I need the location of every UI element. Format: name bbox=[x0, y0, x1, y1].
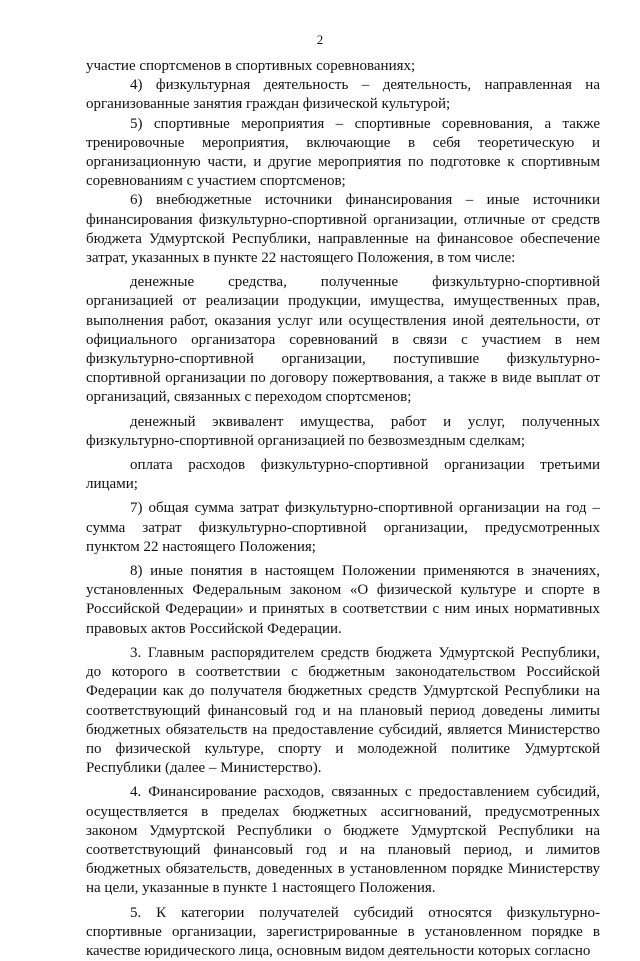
paragraph-item-5: 5) спортивные мероприятия – спортивные соревнования, а также тренировочные мероприятия, включающие в себя теоретическую и организационную части, и другие мероприятия по подготовке к спортивным соревнованиям с участием спортсменов; bbox=[86, 115, 600, 190]
paragraph-section-5: 5. К категории получателей субсидий относятся физкультурно-спортивные организации, зарегистрированные в установленном порядке в качестве юридического лица, основным видом деятельности которых согласно bbox=[86, 904, 600, 959]
paragraph-continuation: участие спортсменов в спортивных соревнованиях; bbox=[86, 58, 416, 74]
paragraph-item-6: 6) внебюджетные источники финансирования – иные источники финансирования физкультурно-спортивной организации, отличные от средств бюджета Удмуртской Республики, направленные на финансовое обеспечение затрат, указанных в пункте 22 настоящего Положения, в том числе: bbox=[86, 192, 600, 267]
paragraph-cash-funds: денежные средства, полученные физкультурно-спортивной организацией от реализации продукции, имущества, имущественных прав, выполнения работ, оказания услуг или осуществления иной деятельности, от официального организатора соревнований в связи с участием в нем физкультурно-спортивной организации, поступившие физкультурно-спортивной организации по договору пожертвования, а также в виде выплат от организаций, связанных с переходом спортсменов; bbox=[86, 274, 600, 406]
paragraph-item-4: 4) физкультурная деятельность – деятельность, направленная на организованные занятия граждан физической культурой; bbox=[86, 77, 600, 113]
paragraph-cash-equivalent: денежный эквивалент имущества, работ и услуг, полученных физкультурно-спортивной организацией по безвозмездным сделкам; bbox=[86, 413, 600, 449]
paragraph-third-party-payment: оплата расходов физкультурно-спортивной организации третьими лицами; bbox=[86, 457, 600, 493]
page-number: 2 bbox=[316, 32, 324, 47]
paragraph-item-8: 8) иные понятия в настоящем Положении применяются в значениях, установленных Федеральным законом «О физической культуре и спорте в Российской Федерации» и принятых в соответствии с ним иных нормативных правовых актов Российской Федерации. bbox=[86, 563, 600, 637]
paragraph-section-4: 4. Финансирование расходов, связанных с предоставлением субсидий, осуществляется в пределах бюджетных ассигнований, предусмотренных законом Удмуртской Республики о бюджете Удмуртской Республики на соответствующий финансовый год и на плановый период, и лимитов бюджетных обязательств, доведенных в установленном порядке Министерству на цели, указанные в пункте 1 настоящего Положения. bbox=[86, 784, 600, 897]
paragraph-section-3: 3. Главным распорядителем средств бюджета Удмуртской Республики, до которого в соответствии с бюджетным законодательством Российской Федерации как до получателя бюджетных средств Удмуртской Республики на соответствующий финансовый год и на плановый период доведены лимиты бюджетных обязательств на предоставление субсидий, является Министерство по физической культуре, спорту и молодежной политике Удмуртской Республики (далее – Министерство). bbox=[86, 644, 600, 777]
paragraph-item-7: 7) общая сумма затрат физкультурно-спортивной организации на год – сумма затрат физкультурно-спортивной организации, предусмотренных пунктом 22 настоящего Положения; bbox=[86, 500, 600, 555]
document-body bbox=[86, 57, 600, 961]
